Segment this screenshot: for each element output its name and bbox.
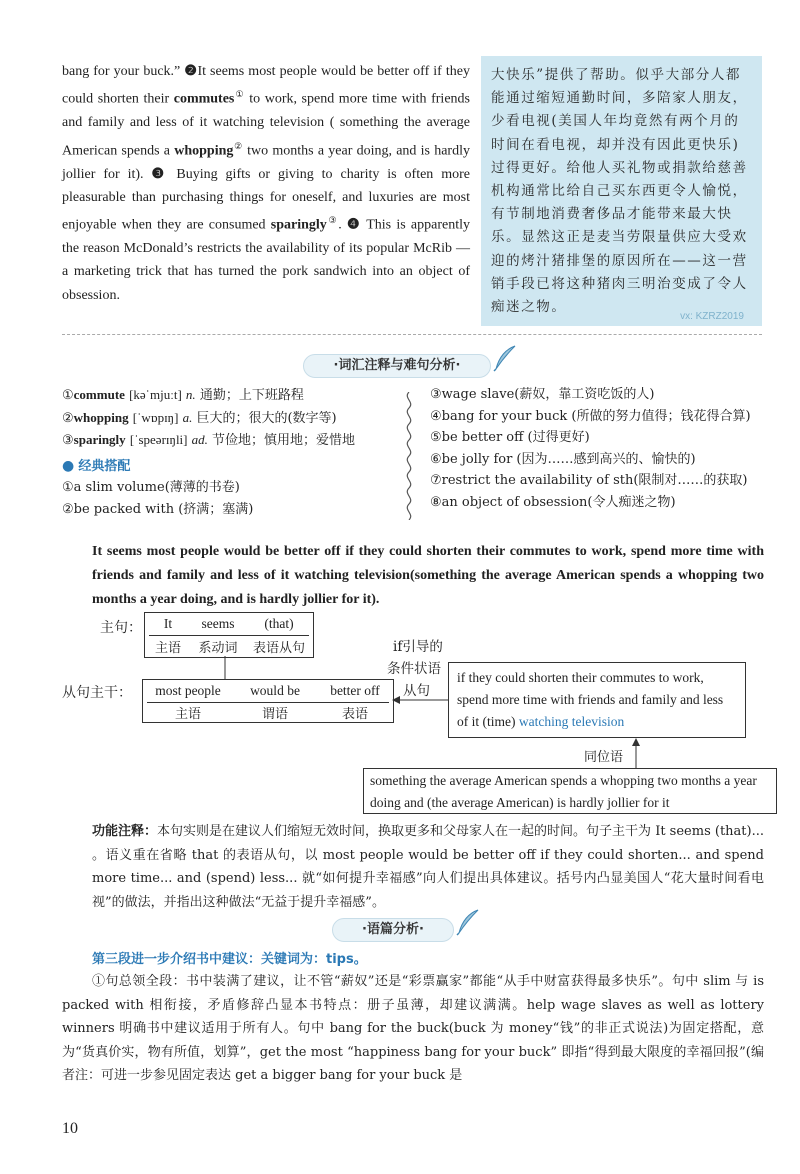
sentence-number-2: ❷ — [184, 64, 198, 79]
passage-text: It seems most people would be better off if they could shorten their — [62, 64, 470, 107]
vocab-word: sparingly — [73, 432, 126, 447]
sub-cell-zh: 表语 — [341, 707, 368, 722]
chain-divider — [402, 392, 416, 520]
sub-cell-zh: 谓语 — [261, 707, 288, 722]
section-title-discourse: ·语篇分析· — [332, 918, 454, 942]
feather-pen-icon — [455, 908, 481, 936]
watermark: vx: KZRZ2019 — [680, 311, 744, 322]
passage-text: Buying gifts or giving to charity is often more pleasurable than purchasing things for oneself, and luxuries are most enjoyable when they are consumed — [62, 166, 470, 233]
passage-text: . — [338, 217, 348, 233]
collocation-heading — [62, 456, 397, 478]
english-passage — [62, 60, 470, 307]
bullet-icon: ● — [62, 457, 75, 474]
vocab-pos: ad. — [191, 432, 208, 447]
vocab-ipa: [kəˈmjuːt] — [129, 387, 182, 402]
condition-label — [387, 636, 453, 702]
cell-underline — [149, 635, 309, 636]
subordinate-clause-label: 从句主干： — [62, 685, 132, 701]
vocab-meaning: 通勤；上下班路程 — [199, 388, 304, 403]
section-title-vocab: ·词汇注释与难句分析· — [303, 354, 491, 378]
main-cell-zh: 系动词 — [198, 641, 238, 656]
feather-pen-icon — [492, 344, 518, 372]
collocation-title: 经典搭配 — [78, 458, 131, 474]
translation-text: 大快乐”提供了帮助。似乎大部分人都能通过缩短通勤时间，多陪家人朋友，少看电视(美国人年均竟然有两个月的时间在看电视，却并没有因此更快乐)过得更好。给他人买礼物或捐款给慈善机构通常比给自己买东西更令人愉悦，有节制地消费奢侈品才能带来最大快乐。显然这正是麦当劳限量供应大受欢迎的烤汁猪排堡的原因所在——这一营销手段已将这种猪肉三明治变成了令人痴迷之物。 — [491, 67, 748, 316]
passage-text: bang for your buck.” — [62, 64, 185, 79]
main-cell-en: It — [163, 616, 173, 631]
main-cell-zh: 主语 — [154, 641, 181, 656]
main-cell-zh: 表语从句 — [252, 641, 305, 656]
apposition-box: something the average American spends a whopping two months a year doing and (the average American) is hardly jollier for it — [363, 768, 777, 814]
vocab-num: ① — [62, 388, 74, 403]
apposition-label: 同位语 — [584, 750, 624, 765]
vocab-item — [62, 429, 397, 452]
collocation-item: ①a slim volume(薄薄的书卷) — [62, 480, 240, 495]
paragraph-heading: 第三段进一步介绍书中建议：关键词为：tips。 — [92, 952, 367, 967]
footnote-3: ③ — [326, 215, 339, 226]
vocab-ipa: [ˈspeərɪŋli] — [129, 432, 188, 447]
sentence-number-4: ❹ — [347, 217, 362, 233]
keyword-whopping: whopping — [174, 143, 234, 159]
keyword-commutes: commutes — [173, 91, 235, 107]
page-number: 10 — [62, 1120, 78, 1137]
main-clause-box — [144, 612, 314, 658]
condition-highlight: watching television — [518, 714, 625, 729]
vocab-word: commute — [73, 387, 125, 402]
function-note-label: 功能注释： — [92, 824, 158, 839]
vocab-phrase: ⑧an object of obsession(令人痴迷之物) — [430, 494, 676, 510]
passage-text: to work, spend more time with friends and family and less of it watching television ( something the average American spends a — [62, 91, 470, 159]
vocab-ipa: [ˈwɒpɪŋ] — [132, 409, 179, 425]
vocab-item — [62, 384, 397, 407]
key-sentence: It seems most people would be better off if they could shorten their commutes to work, spend more time with friends and family and less of it watching television(something the average American spends a whopping two months a year doing, and is hardly jollier for it). — [92, 544, 764, 607]
condition-label-line: 从句 — [403, 683, 430, 699]
vocab-num: ② — [62, 410, 74, 426]
paragraph-analysis: ①句总领全段：书中装满了建议，让不管“薪奴”还是“彩票赢家”都能“从手中财富获得最多快乐”。句中 slim 与 is packed with 相衔接，矛盾修辞凸显本书特点：册子虽薄，却建议满满。help wage slaves as well as lottery winners 明确书中建议适用于所有人。句中 bang for the buck(buck 为 money“钱”的非正式说法)为固定搭配，意为“货真价实，物有所值，划算”，get the most “happiness bang for your buck” 即指“得到最大限度的幸福回报”(编者注：可进一步参见固定表达 get a bigger bang for your buck 是 — [62, 974, 764, 1083]
vocab-pos: a. — [182, 409, 193, 425]
arrow-head — [632, 738, 640, 746]
main-clause-label: 主句： — [100, 620, 142, 636]
sentence-number-3: ❸ — [151, 166, 169, 182]
condition-label-line: 条件状语 — [387, 661, 441, 677]
passage-text: This is apparently the reason McDonald’s restricts the availability of its popular McRib — a marketing trick that has turned the pork sandwich into an object of obsession. — [62, 217, 470, 303]
passage-text: two months a year doing, and is hardly jollier for it). — [62, 143, 470, 182]
function-note — [92, 820, 764, 914]
sub-cell-en: would be — [250, 683, 300, 698]
function-note-text: 本句实则是在建议人们缩短无效时间，换取更多和父母家人在一起的时间。句子主干为 It seems (that)... 。语义重在省略 that 的表语从句，以 most people would be better off if they could shorten... and spend more time... and (spend) less... 就“如何提升幸福感”向人们提出具体建议。括号内凸显美国人“花大量时间看电视”的做法，并指出这种做法“无益于提升幸福感”。 — [92, 824, 764, 910]
vocab-list-right — [430, 384, 765, 513]
condition-label-line: if引导的 — [393, 639, 443, 655]
vocab-phrase: ⑦restrict the availability of sth(限制对……的获取) — [430, 473, 748, 488]
vocab-phrase: ③wage slave(薪奴，靠工资吃饭的人) — [430, 387, 655, 402]
vocab-phrase: ⑤be better off (过得更好) — [430, 430, 590, 445]
vocab-word: whopping — [73, 409, 129, 425]
sub-cell-en: most people — [155, 683, 221, 698]
vocab-num: ③ — [62, 433, 74, 448]
subordinate-clause-box — [142, 679, 394, 723]
sub-cell-en: better off — [330, 683, 380, 698]
condition-text: if they could shorten their commutes to work, spend more time with friends and family and less of it (time) — [457, 670, 724, 729]
vocab-phrase: ⑥be jolly for (因为……感到高兴的、愉快的) — [430, 451, 696, 467]
main-cell-en: seems — [201, 616, 235, 631]
collocation-item: ②be packed with (挤满；塞满) — [62, 501, 254, 517]
divider — [62, 334, 762, 335]
condition-clause-box — [448, 662, 746, 738]
vocab-meaning: 巨大的；很大的(数字等) — [196, 410, 337, 426]
keyword-sparingly: sparingly — [270, 217, 327, 233]
footnote-1: ① — [234, 89, 245, 100]
vocab-list-left — [62, 384, 397, 520]
main-cell-en: (that) — [264, 616, 294, 631]
vocab-meaning: 节俭地；慎用地；爱惜地 — [212, 433, 356, 448]
sub-cell-zh: 主语 — [174, 707, 201, 722]
vocab-item — [62, 407, 397, 430]
footnote-2: ② — [233, 140, 243, 151]
translation-box — [481, 56, 762, 326]
vocab-pos: n. — [185, 387, 196, 402]
vocab-phrase: ④bang for your buck (所做的努力值得；钱花得合算) — [430, 408, 751, 424]
